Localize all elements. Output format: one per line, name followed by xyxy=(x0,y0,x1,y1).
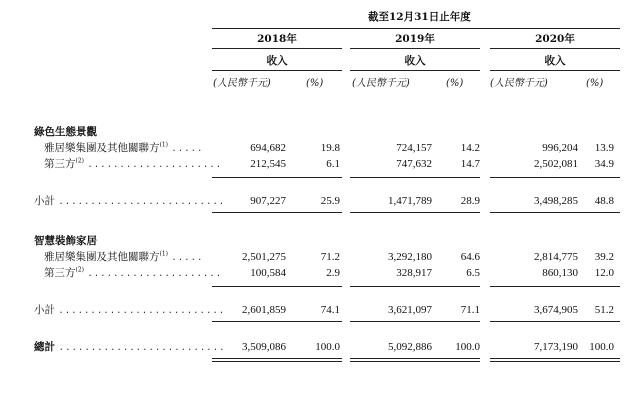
cell: 996,204 xyxy=(542,142,578,154)
year-rule-2020 xyxy=(490,48,620,49)
cell: 328,917 xyxy=(396,267,432,279)
subtotal-label: 小計 xyxy=(34,304,55,316)
leader-dots: .......................... xyxy=(58,306,226,316)
cell: 747,632 xyxy=(396,158,432,170)
subtotal-rule xyxy=(212,212,342,213)
subtotal-label: 小計 xyxy=(34,195,55,207)
footnote-marker: (2) xyxy=(75,157,84,165)
footnote-marker: (2) xyxy=(75,266,84,274)
footnote-marker: (1) xyxy=(159,141,168,149)
cell: 7,173,190 xyxy=(534,341,578,353)
cell: 3,674,905 xyxy=(534,304,578,316)
row-label xyxy=(44,267,222,280)
period-title: 截至12月31日止年度 xyxy=(368,11,471,23)
subtotal-rule xyxy=(350,177,480,178)
subtotal-rule xyxy=(490,212,620,213)
row-label-text: 第三方 xyxy=(44,158,76,170)
cell: 71.1 xyxy=(460,304,480,316)
subtotal-rule xyxy=(490,321,620,322)
cell: 3,621,097 xyxy=(388,304,432,316)
unit-pct-2018: (%) xyxy=(306,78,324,89)
revenue-label-2020: 收入 xyxy=(544,55,566,67)
sub-rule-2020 xyxy=(490,70,620,71)
cell: 12.0 xyxy=(594,267,614,279)
total-rule xyxy=(212,358,342,359)
cell: 100.0 xyxy=(315,341,340,353)
cell: 14.7 xyxy=(460,158,480,170)
cell: 100.0 xyxy=(589,341,614,353)
cell: 907,227 xyxy=(250,195,286,207)
cell: 3,292,180 xyxy=(388,251,432,263)
cell: 3,509,086 xyxy=(242,341,286,353)
cell: 6.5 xyxy=(466,267,480,279)
unit-amount-2019: (人民幣千元) xyxy=(352,78,410,89)
subtotal-rule xyxy=(212,321,342,322)
cell: 48.8 xyxy=(594,195,614,207)
cell: 694,682 xyxy=(250,142,286,154)
cell: 2.9 xyxy=(326,267,340,279)
row-label xyxy=(44,158,222,171)
row-label xyxy=(34,195,225,208)
header-rule-top xyxy=(212,28,620,29)
row-label xyxy=(44,251,203,264)
subtotal-rule xyxy=(350,286,480,287)
year-2020-header: 2020年 xyxy=(535,33,575,45)
leader-dots: .......................... xyxy=(58,197,226,207)
unit-amount-2018: (人民幣千元) xyxy=(213,78,271,89)
row-label-text: 雅居樂集團及其他關聯方 xyxy=(44,142,160,154)
subtotal-rule xyxy=(490,177,620,178)
total-rule xyxy=(350,361,480,362)
cell: 2,601,859 xyxy=(242,304,286,316)
leader-dots: .......................... xyxy=(58,343,226,353)
revenue-label-2018: 收入 xyxy=(266,55,288,67)
leader-dots: ..................... xyxy=(87,269,223,279)
revenue-label-2019: 收入 xyxy=(404,55,426,67)
cell: 34.9 xyxy=(594,158,614,170)
year-rule-2019 xyxy=(350,48,480,49)
year-rule-2018 xyxy=(212,48,342,49)
cell: 2,814,775 xyxy=(534,251,578,263)
row-label-text: 第三方 xyxy=(44,267,76,279)
sub-rule-2019 xyxy=(350,70,480,71)
row-label xyxy=(34,304,225,317)
cell: 212,545 xyxy=(250,158,286,170)
section-title-green-landscape: 綠色生態景觀 xyxy=(34,126,97,138)
subtotal-rule xyxy=(212,286,342,287)
cell: 100.0 xyxy=(455,341,480,353)
total-rule xyxy=(490,361,620,362)
leader-dots: ..... xyxy=(171,253,204,263)
subtotal-rule xyxy=(350,212,480,213)
cell: 2,501,275 xyxy=(242,251,286,263)
cell: 100,584 xyxy=(250,267,286,279)
row-label xyxy=(34,341,226,354)
cell: 51.2 xyxy=(594,304,614,316)
cell: 2,502,081 xyxy=(534,158,578,170)
subtotal-rule xyxy=(490,286,620,287)
cell: 25.9 xyxy=(320,195,340,207)
cell: 71.2 xyxy=(320,251,340,263)
cell: 1,471,789 xyxy=(388,195,432,207)
cell: 3,498,285 xyxy=(534,195,578,207)
unit-pct-2020: (%) xyxy=(586,78,604,89)
total-label: 總計 xyxy=(34,341,55,353)
subtotal-rule xyxy=(212,177,342,178)
total-rule xyxy=(350,358,480,359)
year-2018-header: 2018年 xyxy=(257,33,297,45)
year-2019-header: 2019年 xyxy=(395,33,435,45)
cell: 14.2 xyxy=(460,142,480,154)
total-rule xyxy=(212,361,342,362)
cell: 5,092,886 xyxy=(388,341,432,353)
leader-dots: ..... xyxy=(171,144,204,154)
subtotal-rule xyxy=(350,321,480,322)
cell: 64.6 xyxy=(460,251,480,263)
cell: 6.1 xyxy=(326,158,340,170)
row-label-text: 雅居樂集團及其他關聯方 xyxy=(44,251,160,263)
cell: 28.9 xyxy=(460,195,480,207)
footnote-marker: (1) xyxy=(159,250,168,258)
section-title-smart-home: 智慧裝飾家居 xyxy=(34,235,97,247)
total-rule xyxy=(490,358,620,359)
unit-pct-2019: (%) xyxy=(446,78,464,89)
cell: 860,130 xyxy=(542,267,578,279)
sub-rule-2018 xyxy=(212,70,342,71)
leader-dots: ..................... xyxy=(87,160,223,170)
cell: 19.8 xyxy=(320,142,340,154)
cell: 13.9 xyxy=(594,142,614,154)
row-label xyxy=(44,142,203,155)
cell: 74.1 xyxy=(320,304,340,316)
cell: 724,157 xyxy=(396,142,432,154)
cell: 39.2 xyxy=(594,251,614,263)
unit-amount-2020: (人民幣千元) xyxy=(490,78,548,89)
